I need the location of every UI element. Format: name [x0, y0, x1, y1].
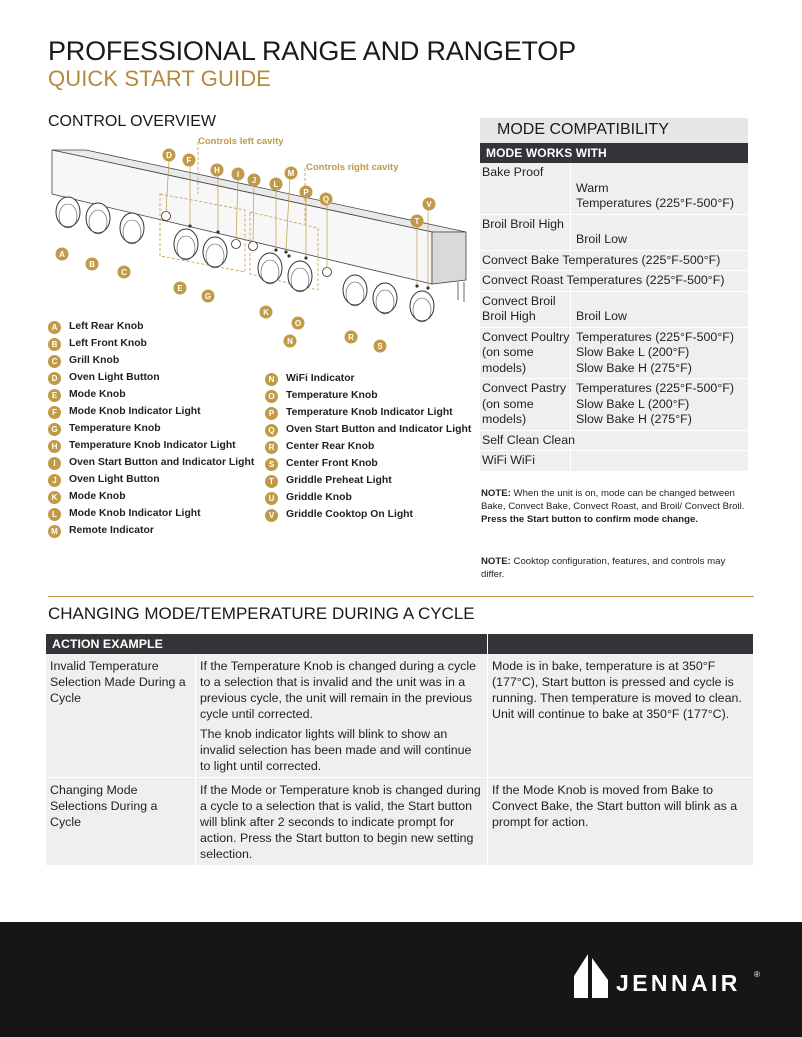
control-panel-diagram: [40, 132, 480, 351]
mode-cell-blank: [571, 451, 748, 471]
legend-item: [265, 491, 471, 508]
legend-item: [265, 406, 471, 423]
svg-text:R: R: [348, 333, 354, 342]
svg-text:G: G: [204, 292, 212, 301]
button-q: [323, 268, 332, 277]
legend-label: Griddle Cooktop On Light: [286, 509, 413, 520]
mode-works-line: Broil Low: [576, 232, 627, 246]
mode-row: [480, 215, 748, 251]
mode-rows: [480, 163, 748, 472]
mode-row: [480, 451, 748, 472]
legend-item: [48, 422, 254, 439]
legend-badge: K: [48, 491, 61, 504]
legend-badge: C: [48, 355, 61, 368]
legend-badge: G: [48, 423, 61, 436]
action-row: [46, 778, 753, 866]
description-paragraph: The knob indicator lights will blink to show an invalid selection has been made and will continue to light until corrected.: [200, 727, 472, 773]
action-table-header: [46, 634, 753, 654]
mode-name: Broil Broil High: [480, 215, 571, 250]
light-f: [188, 224, 191, 227]
legend-label: Oven Start Button and Indicator Light: [69, 457, 255, 468]
legend-item: [265, 508, 471, 525]
note-text: Cooktop configuration, features, and controls may differ.: [481, 556, 726, 580]
action-header-blank: [488, 634, 753, 654]
legend-label: Left Rear Knob: [69, 321, 144, 332]
legend-item: [265, 457, 471, 474]
legend-label: Center Front Knob: [286, 458, 378, 469]
mode-row: [480, 251, 748, 272]
legend-label: Temperature Knob: [286, 390, 378, 401]
legend-item: [48, 524, 254, 541]
light-h: [216, 230, 219, 233]
legend-left-list: [48, 320, 254, 541]
svg-text:T: T: [414, 217, 420, 226]
mode-row: [480, 328, 748, 380]
mode-works-line: Slow Bake H (275°F): [576, 360, 692, 375]
svg-text:H: H: [214, 166, 220, 175]
mode-works-with: [571, 328, 748, 379]
legend-label: Remote Indicator: [69, 525, 154, 536]
action-description: [196, 778, 488, 865]
legend-item: [48, 388, 254, 405]
legend-badge: B: [48, 338, 61, 351]
mode-name: Bake Proof: [480, 163, 571, 214]
svg-text:O: O: [294, 319, 302, 328]
light-n: [287, 254, 290, 257]
legend-badge: R: [265, 441, 278, 454]
legend-label: Mode Knob Indicator Light: [69, 508, 201, 519]
action-rows: [46, 654, 753, 866]
legend-badge: T: [265, 475, 278, 488]
svg-text:P: P: [303, 188, 309, 197]
legend-item: [265, 474, 471, 491]
legend-label: Griddle Knob: [286, 492, 352, 503]
legend-item: [48, 507, 254, 524]
legend-badge: M: [48, 525, 61, 538]
action-example-table: [46, 634, 753, 866]
svg-text:F: F: [186, 156, 192, 165]
legend-item: [48, 439, 254, 456]
light-t: [415, 284, 418, 287]
light-v: [426, 286, 429, 289]
button-j: [249, 242, 258, 251]
mode-works-line: Temperatures (225°F-500°F): [576, 196, 734, 210]
legend-label: Oven Start Button and Indicator Light: [286, 424, 472, 435]
mode-works-line: Slow Bake L (200°F): [576, 345, 690, 359]
action-description: [196, 654, 488, 777]
svg-text:M: M: [287, 169, 295, 178]
svg-text:E: E: [177, 284, 183, 293]
mode-works-with: [571, 379, 748, 430]
mode-works-line: [576, 165, 748, 181]
action-example: Mode is in bake, temperature is at 350°F (177°C), Start button is pressed and cycle is running. Then temperature is moved to clean. Unit will continue to bake at 350°F (177°C).: [492, 659, 742, 721]
callout-left-cavity: Controls left cavity: [198, 136, 284, 147]
legend-item: [48, 354, 254, 371]
legend-badge: Q: [265, 424, 278, 437]
note-label: NOTE:: [481, 556, 511, 567]
mode-works-line: Temperatures (225°F-500°F): [576, 329, 734, 344]
control-overview-heading: CONTROL OVERVIEW: [48, 113, 217, 130]
note-label: NOTE:: [481, 488, 511, 499]
svg-text:N: N: [287, 337, 293, 346]
legend-item: [48, 490, 254, 507]
changing-mode-heading: CHANGING MODE/TEMPERATURE DURING A CYCLE: [48, 604, 475, 623]
legend-item: [265, 423, 471, 440]
mode-row: [480, 292, 748, 328]
mode-works-line: Broil Low: [576, 309, 627, 323]
legend-badge: V: [265, 509, 278, 522]
legend-badge: E: [48, 389, 61, 402]
legend-item: [265, 372, 471, 389]
svg-text:A: A: [59, 250, 65, 259]
mode-name: Convect Bake Temperatures (225°F-500°F): [482, 252, 721, 267]
legend-label: Temperature Knob Indicator Light: [69, 440, 236, 451]
legend-badge: D: [48, 372, 61, 385]
light-p: [304, 256, 307, 259]
jennair-logo: [574, 952, 764, 1002]
action-example: If the Mode Knob is moved from Bake to Convect Bake, the Start button will blink as a prompt for action.: [492, 783, 738, 829]
svg-text:S: S: [377, 342, 383, 351]
legend-label: Mode Knob: [69, 491, 126, 502]
legend-label: Mode Knob: [69, 389, 126, 400]
svg-text:V: V: [426, 200, 432, 209]
legend-label: WiFi Indicator: [286, 373, 355, 384]
mode-compatibility-header: MODE WORKS WITH: [480, 143, 748, 163]
legend-badge: A: [48, 321, 61, 334]
legend-item: [48, 456, 254, 473]
legend-right-list: [265, 372, 471, 525]
legend-badge: O: [265, 390, 278, 403]
mode-works-with: [571, 163, 748, 214]
mode-name: Self Clean Clean: [482, 432, 575, 447]
mode-row: [480, 163, 748, 215]
legend-item: [48, 320, 254, 337]
legend-badge: L: [48, 508, 61, 521]
mode-compatibility-title: MODE COMPATIBILITY: [480, 118, 748, 143]
section-divider: [48, 596, 754, 597]
note-emphasis: Press the Start button to confirm mode change.: [481, 514, 698, 525]
legend-badge: P: [265, 407, 278, 420]
action-row: [46, 654, 753, 778]
button-d: [162, 212, 171, 221]
mode-works-line: Slow Bake L (200°F): [576, 396, 690, 411]
legend-label: Left Front Knob: [69, 338, 147, 349]
mode-row: [480, 379, 748, 431]
mode-compatibility-table: [480, 118, 748, 472]
callout-right-cavity: Controls right cavity: [306, 162, 399, 173]
svg-text:B: B: [89, 260, 95, 269]
page-title: PROFESSIONAL RANGE AND RANGETOP: [48, 36, 576, 66]
mode-name: Convect Pastry (on some models): [480, 379, 571, 430]
note-text: When the unit is on, mode can be changed between Bake, Convect Bake, Convect Roast, and Broil/ Convect Broil.: [481, 488, 745, 512]
legend-badge: U: [265, 492, 278, 505]
legend-badge: N: [265, 373, 278, 386]
svg-text:K: K: [263, 308, 269, 317]
description-paragraph: If the Mode or Temperature knob is changed during a cycle to a selection that is valid, the Start button will blink after 2 seconds to indicate prompt for action. Press the Start button to begin new setting selection.: [200, 783, 481, 861]
mode-note: [481, 487, 751, 526]
light-l: [274, 248, 277, 251]
mode-works-line: [576, 217, 748, 233]
mode-works-line: Warm: [576, 180, 609, 195]
brand-trademark: ®: [754, 970, 760, 979]
legend-label: Griddle Preheat Light: [286, 475, 392, 486]
legend-item: [265, 440, 471, 457]
action-name: Changing Mode Selections During a Cycle: [46, 778, 196, 865]
svg-text:D: D: [166, 151, 172, 160]
brand-name: JENNAIR: [616, 970, 741, 996]
mode-cell-blank: [571, 431, 748, 451]
svg-text:C: C: [121, 268, 127, 277]
legend-label: Oven Light Button: [69, 372, 160, 383]
description-paragraph: If the Temperature Knob is changed during a cycle to a selection that is invalid and the unit was in a previous cycle, the unit will remain in the previous cycle until corrected.: [200, 659, 476, 721]
legend-label: Mode Knob Indicator Light: [69, 406, 201, 417]
mode-name: WiFi WiFi: [482, 453, 535, 467]
mode-row: [480, 271, 748, 292]
svg-text:Q: Q: [322, 195, 330, 204]
legend-item: [48, 405, 254, 422]
svg-text:J: J: [251, 176, 257, 185]
mode-row: [480, 431, 748, 452]
button-i: [232, 240, 241, 249]
legend-item: [48, 337, 254, 354]
legend-badge: F: [48, 406, 61, 419]
page-subtitle: QUICK START GUIDE: [48, 66, 271, 91]
legend-badge: I: [48, 457, 61, 470]
svg-text:I: I: [236, 170, 240, 179]
legend-label: Center Rear Knob: [286, 441, 375, 452]
mode-works-with: [571, 292, 748, 327]
action-example-header: ACTION EXAMPLE: [46, 634, 488, 654]
mode-works-line: [576, 294, 748, 310]
legend-item: [48, 371, 254, 388]
jennair-mark-icon: [574, 954, 610, 1000]
mode-works-line: Slow Bake H (275°F): [576, 412, 692, 426]
mode-name: Convect Poultry (on some models): [480, 328, 571, 379]
legend-item: [265, 389, 471, 406]
legend-label: Grill Knob: [69, 355, 120, 366]
legend-label: Temperature Knob Indicator Light: [286, 407, 453, 418]
mode-name: Convect Roast Temperatures (225°F-500°F): [482, 273, 725, 287]
mode-works-with: [571, 215, 748, 250]
legend-label: Oven Light Button: [69, 474, 160, 485]
control-panel-end: [432, 232, 466, 284]
legend-item: [48, 473, 254, 490]
action-name: Invalid Temperature Selection Made During a Cycle: [46, 654, 196, 777]
legend-badge: S: [265, 458, 278, 471]
cooktop-note: [481, 555, 751, 581]
mode-works-line: Temperatures (225°F-500°F): [576, 381, 734, 395]
light-m: [284, 250, 287, 253]
svg-text:L: L: [273, 180, 279, 189]
legend-badge: J: [48, 474, 61, 487]
legend-label: Temperature Knob: [69, 423, 161, 434]
legend-badge: H: [48, 440, 61, 453]
mode-name: Convect Broil Broil High: [480, 292, 571, 327]
